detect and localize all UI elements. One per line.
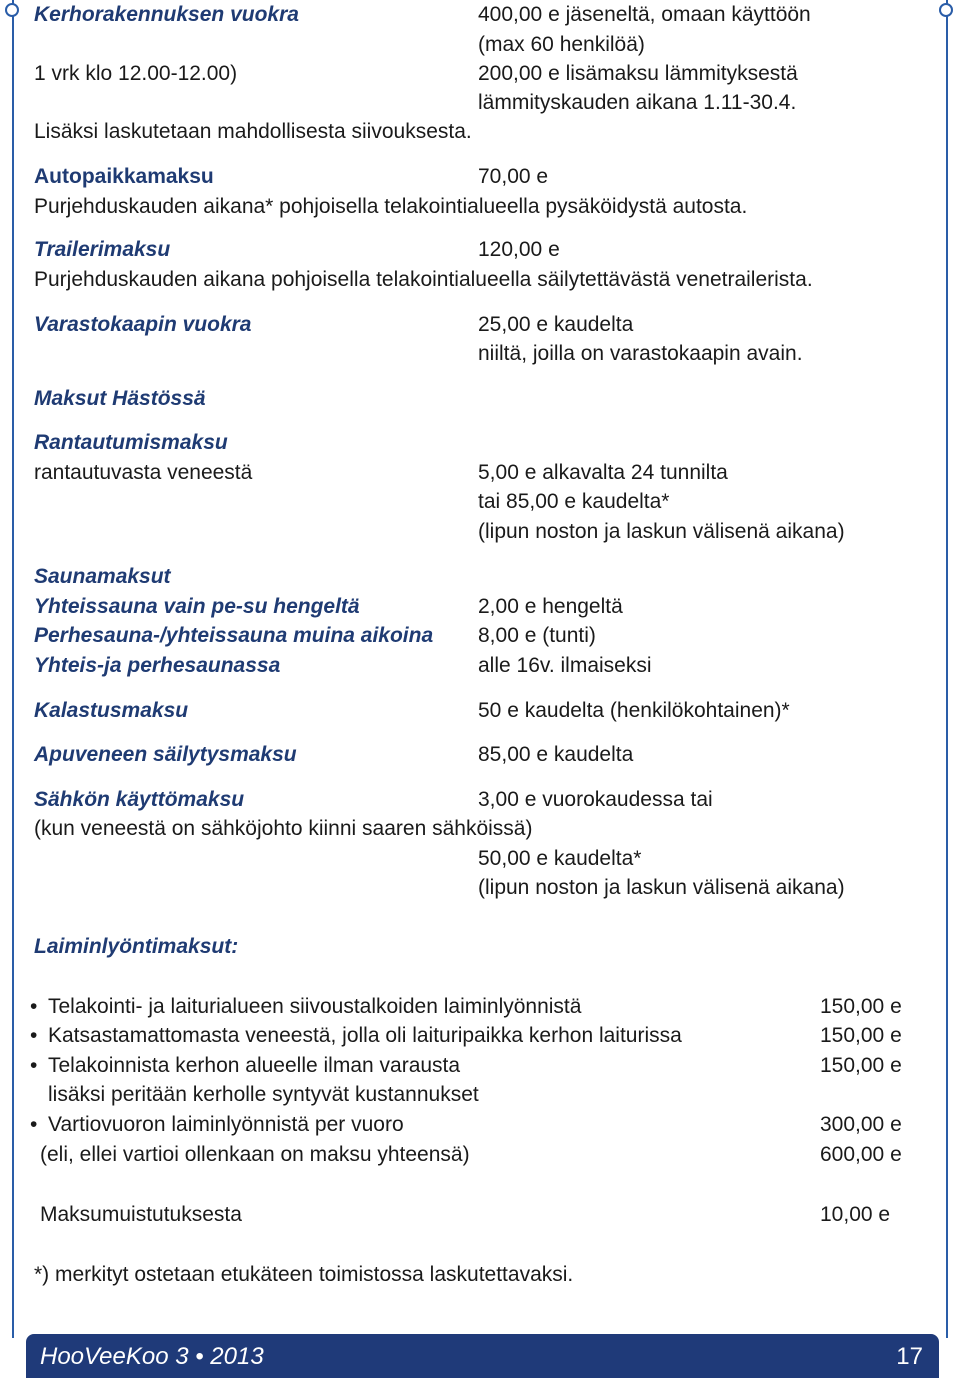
- sahko-price: 3,00 e vuorokaudessa tai: [478, 788, 713, 811]
- section-title-kalastus: Kalastusmaksu: [34, 699, 189, 722]
- autopaikka-price: 70,00 e: [478, 165, 549, 188]
- laiminlyonti-item-text: Vartiovuoron laiminlyönnistä per vuoro: [48, 1113, 404, 1136]
- varastokaappi-desc: niiltä, joilla on varastokaapin avain.: [478, 342, 803, 365]
- laiminlyonti-alt-amount: 600,00 e: [820, 1143, 902, 1166]
- right-border-ornament: [939, 3, 953, 17]
- laiminlyonti-item-text: Katsastamattomasta veneestä, jolla oli laituripaikka kerhon laiturissa: [48, 1024, 682, 1047]
- sauna-row-label: Perhesauna-/yhteissauna muina aikoina: [34, 624, 434, 647]
- sauna-row-value: 2,00 e hengeltä: [478, 595, 623, 618]
- kerhorakennus-note: Lisäksi laskutetaan mahdollisesta siivouksesta.: [34, 120, 472, 143]
- varastokaappi-price: 25,00 e kaudelta: [478, 313, 634, 336]
- bullet-icon: •: [30, 995, 38, 1018]
- bullet-icon: •: [30, 1024, 38, 1047]
- rantautuminen-line3: (lipun noston ja laskun välisenä aikana): [478, 520, 845, 543]
- laiminlyonti-item-amount: 150,00 e: [820, 1024, 902, 1047]
- laiminlyonti-item-amount: 150,00 e: [820, 1054, 902, 1077]
- apuvene-price: 85,00 e kaudelta: [478, 743, 634, 766]
- sahko-note: (kun veneestä on sähköjohto kiinni saaren sähköissä): [34, 817, 533, 840]
- laiminlyonti-extra-note: lisäksi peritään kerholle syntyvät kustannukset: [48, 1083, 479, 1106]
- section-title-sahko: Sähkön käyttömaksu: [34, 788, 245, 811]
- section-title-apuvene: Apuveneen säilytysmaksu: [34, 743, 297, 766]
- kerhorakennus-price-line1: 400,00 e jäseneltä, omaan käyttöön: [478, 3, 811, 26]
- footnote: *) merkityt ostetaan etukäteen toimistossa laskutettavaksi.: [34, 1263, 574, 1286]
- sahko-price2-note: (lipun noston ja laskun välisenä aikana): [478, 876, 845, 899]
- laiminlyonti-item-text: Telakointi- ja laiturialueen siivoustalkoiden laiminlyönnistä: [48, 995, 582, 1018]
- section-title-sauna: Saunamaksut: [34, 565, 171, 588]
- page-number: 17: [896, 1343, 923, 1370]
- footer-title: HooVeeKoo 3 • 2013: [40, 1343, 264, 1370]
- bullet-icon: •: [30, 1054, 38, 1077]
- section-title-varastokaappi: Varastokaapin vuokra: [34, 313, 252, 336]
- kerhorakennus-price-line2: (max 60 henkilöä): [478, 33, 645, 56]
- left-border-ornament: [5, 3, 19, 17]
- laiminlyonti-item-amount: 150,00 e: [820, 995, 902, 1018]
- sauna-row-label: Yhteissauna vain pe-su hengeltä: [34, 595, 360, 618]
- sauna-row-value: 8,00 e (tunti): [478, 624, 596, 647]
- kalastus-price: 50 e kaudelta (henkilökohtainen)*: [478, 699, 790, 722]
- sahko-price2: 50,00 e kaudelta*: [478, 847, 642, 870]
- right-border-line: [946, 0, 948, 1338]
- left-border-line: [12, 0, 14, 1338]
- sauna-row-label: Yhteis-ja perhesaunassa: [34, 654, 281, 677]
- traileri-desc: Purjehduskauden aikana pohjoisella telakointialueella säilytettävästä venetrailerista.: [34, 268, 813, 291]
- section-title-rantautuminen: Rantautumismaksu: [34, 431, 228, 454]
- laiminlyonti-alt-text: (eli, ellei vartioi ollenkaan on maksu yhteensä): [40, 1143, 470, 1166]
- traileri-price: 120,00 e: [478, 238, 560, 261]
- bullet-icon: •: [30, 1113, 38, 1136]
- kerhorakennus-period: 1 vrk klo 12.00-12.00): [34, 62, 238, 85]
- rantautuminen-line1: 5,00 e alkavalta 24 tunnilta: [478, 461, 728, 484]
- laiminlyonti-item-text: Telakoinnista kerhon alueelle ilman varausta: [48, 1054, 461, 1077]
- muistutus-label: Maksumuistutuksesta: [40, 1203, 242, 1226]
- section-title-autopaikka: Autopaikkamaksu: [34, 165, 214, 188]
- rantautuminen-line2: tai 85,00 e kaudelta*: [478, 490, 670, 513]
- muistutus-amount: 10,00 e: [820, 1203, 891, 1226]
- footer-bar: [26, 1334, 939, 1378]
- laiminlyonti-item-amount: 300,00 e: [820, 1113, 902, 1136]
- rantautuminen-label: rantautuvasta veneestä: [34, 461, 253, 484]
- kerhorakennus-extra-line2: lämmityskauden aikana 1.11-30.4.: [478, 91, 797, 114]
- section-title-laiminlyonti: Laiminlyöntimaksut:: [34, 935, 239, 958]
- autopaikka-desc: Purjehduskauden aikana* pohjoisella telakointialueella pysäköidystä autosta.: [34, 195, 748, 218]
- kerhorakennus-extra-line1: 200,00 e lisämaksu lämmityksestä: [478, 62, 798, 85]
- sauna-row-value: alle 16v. ilmaiseksi: [478, 654, 652, 677]
- section-title-hasto: Maksut Hästössä: [34, 387, 206, 410]
- section-title-traileri: Trailerimaksu: [34, 238, 171, 261]
- section-title-kerhorakennus: Kerhorakennuksen vuokra: [34, 3, 299, 26]
